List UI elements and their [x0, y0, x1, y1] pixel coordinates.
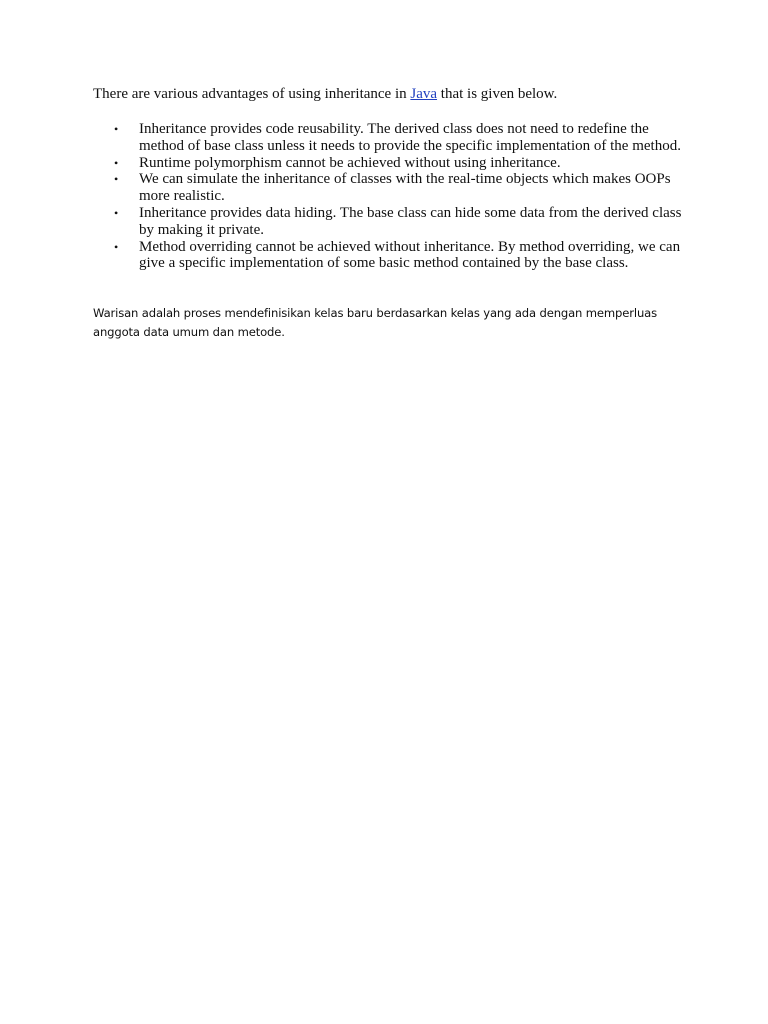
list-item-text: Method overriding cannot be achieved without inheritance. By method overriding, we can give a specific implementation of some basic method contained by the base class. — [139, 238, 681, 272]
intro-text-end: that is given below. — [437, 86, 558, 102]
list-item — [93, 239, 683, 273]
list-item — [93, 205, 683, 239]
bullet-icon: • — [114, 205, 119, 220]
indonesian-note: Warisan adalah proses mendefinisikan kelas baru berdasarkan kelas yang ada dengan memperluas anggota data umum dan metode. — [93, 306, 657, 339]
list-item — [93, 171, 683, 205]
list-item — [93, 121, 683, 155]
list-item-text: We can simulate the inheritance of classes with the real-time objects which makes OOPs more realistic. — [139, 171, 671, 205]
list-item-text: Inheritance provides data hiding. The base class can hide some data from the derived class by making it private. — [139, 204, 682, 238]
list-item-text: Inheritance provides code reusability. The derived class does not need to redefine the method of base class unless it needs to provide the specific implementation of the method. — [139, 121, 681, 154]
intro-paragraph — [93, 86, 693, 103]
bullet-icon: • — [114, 172, 119, 187]
bullet-icon: • — [114, 155, 119, 170]
java-link[interactable]: Java — [410, 86, 438, 102]
bullet-icon: • — [114, 122, 119, 136]
advantages-list — [93, 121, 683, 272]
list-item — [93, 155, 683, 172]
bullet-icon: • — [114, 239, 119, 254]
intro-text-start: There are various advantages of using inheritance in — [93, 86, 411, 102]
list-item-text: Runtime polymorphism cannot be achieved without using inheritance. — [139, 154, 561, 171]
